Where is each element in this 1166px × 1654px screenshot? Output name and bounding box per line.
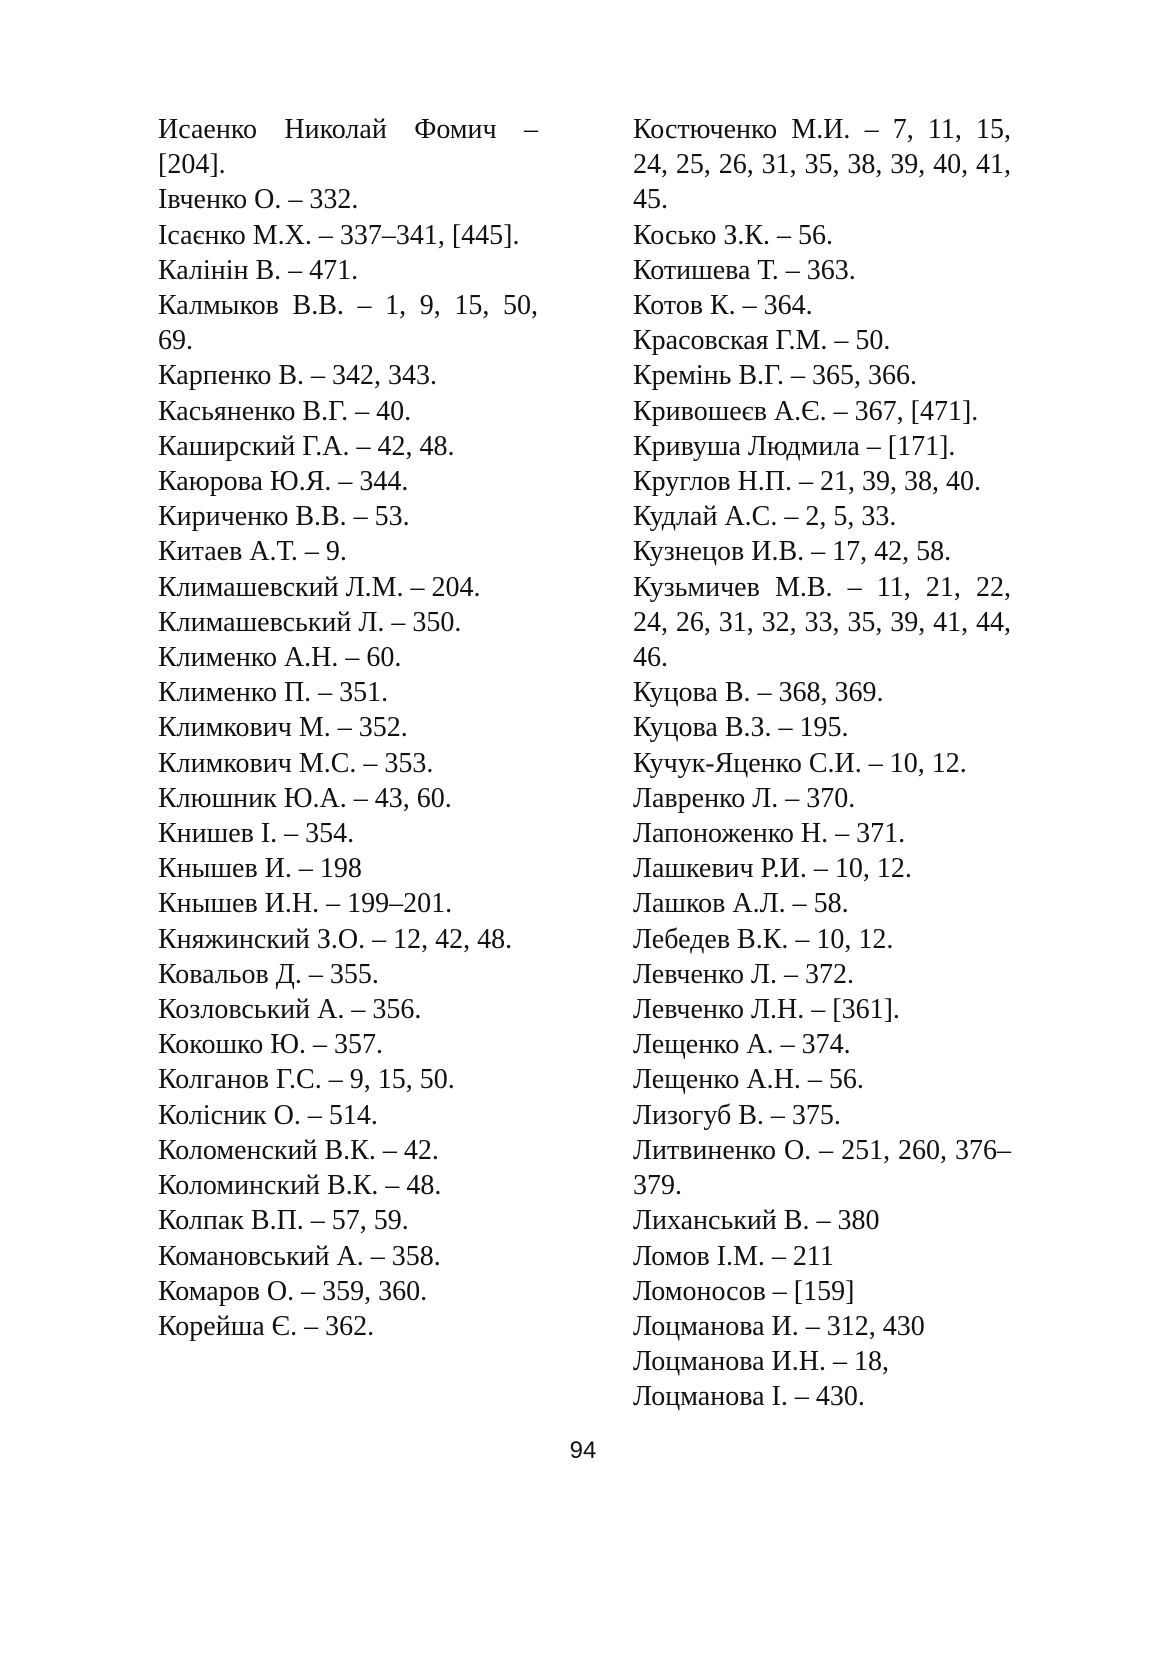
index-entry: Куцова В. – 368, 369. [633,677,884,709]
index-entry: Лебедев В.К. – 10, 12. [633,923,894,955]
index-entry: Калмыков В.В. – 1, 9, 15, 50, 69. [158,290,538,357]
index-entry: Кривошеєв А.Є. – 367, [471]. [633,395,979,427]
index-entry: Китаев А.Т. – 9. [158,536,347,568]
index-entry: Кузьмичев М.В. – 11, 21, 22, 24, 26, 31, 32, 33, 35, 39, 41, 44, 46. [633,571,1011,674]
page-number: 94 [569,1437,597,1464]
index-entry: Кокошко Ю. – 357. [158,1029,383,1061]
index-entry: Корейша Є. – 362. [158,1310,375,1342]
index-entry: Карпенко В. – 342, 343. [158,360,437,392]
index-entry: Колганов Г.С. – 9, 15, 50. [158,1064,455,1096]
index-entry: Кривуша Людмила – [171]. [633,430,956,462]
index-entry: Литвиненко О. – 251, 260, 376–379. [633,1134,1011,1202]
index-entry: Климкович М.С. – 353. [158,747,434,779]
index-entry: Лапоноженко Н. – 371. [633,818,906,850]
index-column-left [158,112,538,1344]
index-entry: Косько З.К. – 56. [633,219,834,251]
index-entry: Лоцманова И.Н. – 18, [633,1346,889,1378]
index-entry: Кнышев И.Н. – 199–201. [158,888,453,920]
index-entry: Костюченко М.И. – 7, 11, 15, 24, 25, 26, 31, 35, 38, 39, 40, 41, 45. [633,114,1011,216]
index-entry: Книшев І. – 354. [158,818,355,850]
index-entry: Котишева Т. – 363. [633,254,856,286]
index-entry: Клименко А.Н. – 60. [158,642,402,674]
index-entry: Кучук-Яценко С.И. – 10, 12. [633,747,967,779]
index-entry: Климашевський Л. – 350. [158,606,462,638]
index-entry: Касьяненко В.Г. – 40. [158,395,412,427]
index-entry: Каюрова Ю.Я. – 344. [158,466,409,498]
index-entry: Лизогуб В. – 375. [633,1099,841,1131]
index-entry: Коломинский В.К. – 48. [158,1170,442,1202]
index-entry: Кудлай А.С. – 2, 5, 33. [633,501,897,533]
index-entry: Кириченко В.В. – 53. [158,501,410,533]
index-entry: Лещенко А.Н. – 56. [633,1064,864,1096]
index-entry: Круглов Н.П. – 21, 39, 38, 40. [633,466,982,498]
index-entry: Лиханський В. – 380 [633,1205,880,1237]
index-entry: Левченко Л.Н. – [361]. [633,994,900,1026]
index-entry: Колісник О. – 514. [158,1099,378,1131]
index-entry: Куцова В.З. – 195. [633,712,849,744]
index-entry: Клюшник Ю.А. – 43, 60. [158,782,452,814]
index-entry: Кремінь В.Г. – 365, 366. [633,360,918,392]
index-entry: Кнышев И. – 198 [158,853,362,885]
index-entry: Кузнецов И.В. – 17, 42, 58. [633,536,952,568]
index-entry: Козловський А. – 356. [158,994,422,1026]
index-entry: Лашкевич Р.И. – 10, 12. [633,853,912,885]
index-entry: Лещенко А. – 374. [633,1029,851,1061]
index-entry: Калінін В. – 471. [158,254,359,286]
index-entry: Комаров О. – 359, 360. [158,1275,428,1307]
index-entry: Ковальов Д. – 355. [158,958,379,990]
index-entry: Красовская Г.М. – 50. [633,325,891,357]
index-entry: Княжинский З.О. – 12, 42, 48. [158,923,513,955]
index-entry: Клименко П. – 351. [158,677,389,709]
index-entry: Лоцманова І. – 430. [633,1381,865,1413]
index-entry: Лашков А.Л. – 58. [633,888,849,920]
index-entry: Исаенко Николай Фомич – [204]. [158,114,538,181]
index-entry: Лоцманова И. – 312, 430 [633,1310,925,1342]
index-column-right [633,112,1011,1415]
index-entry: Климкович М. – 352. [158,712,408,744]
index-entry: Ломоносов – [159] [633,1275,855,1307]
index-entry: Ломов І.М. – 211 [633,1240,834,1272]
index-entry: Ісаєнко М.Х. – 337–341, [445]. [158,219,520,251]
index-entry: Каширский Г.А. – 42, 48. [158,430,455,462]
index-entry: Комановський А. – 358. [158,1240,441,1272]
index-entry: Колпак В.П. – 57, 59. [158,1205,409,1237]
index-entry: Котов К. – 364. [633,290,813,322]
index-entry: Климашевский Л.М. – 204. [158,571,481,603]
index-entry: Левченко Л. – 372. [633,958,855,990]
index-entry: Лавренко Л. – 370. [633,782,856,814]
index-entry: Івченко О. – 332. [158,184,359,216]
index-entry: Коломенский В.К. – 42. [158,1134,439,1166]
